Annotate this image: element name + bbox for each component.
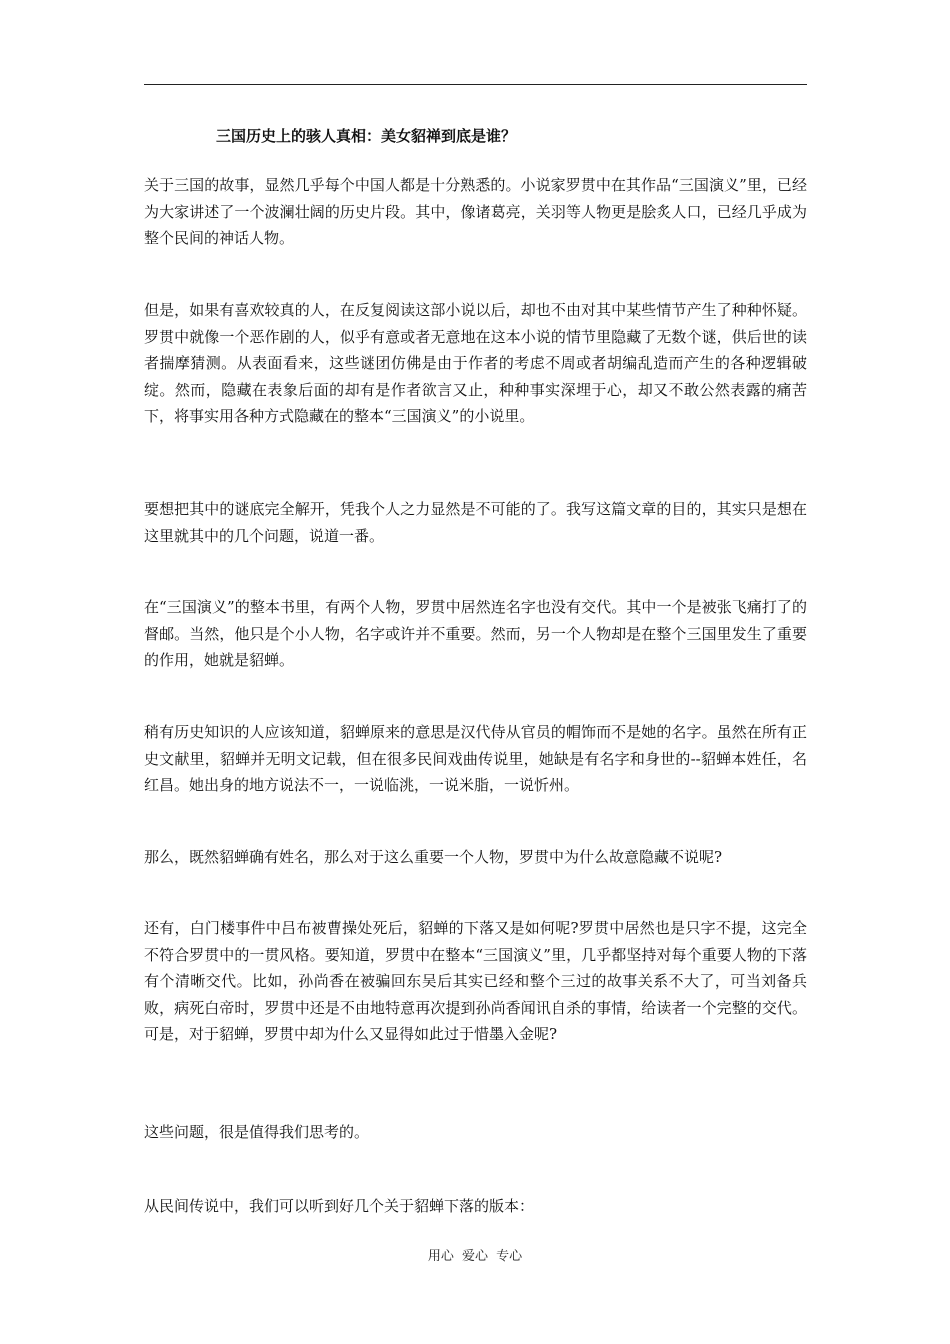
paragraph-6: 那么，既然貂蝉确有姓名，那么对于这么重要一个人物，罗贯中为什么故意隐藏不说呢? <box>144 848 723 866</box>
paragraph-5: 稍有历史知识的人应该知道，貂蝉原来的意思是汉代侍从官员的帽饰而不是她的名字。虽然在所有正史文献里，貂蝉并无明文记载，但在很多民间戏曲传说里，她缺是有名字和身世的--貂蝉本姓任，名红昌。她出身的地方说法不一，一说临洮，一说米脂，一说忻州。 <box>144 723 807 794</box>
paragraph-9: 从民间传说中，我们可以听到好几个关于貂蝉下落的版本： <box>144 1197 535 1215</box>
page-footer: 用心 爱心 专心 <box>427 1249 523 1264</box>
paragraph-2: 但是，如果有喜欢较真的人，在反复阅读这部小说以后，却也不由对其中某些情节产生了种种怀疑。罗贯中就像一个恶作剧的人，似乎有意或者无意地在这本小说的情节里隐藏了无数个谜，供后世的读者揣摩猜测。从表面看来，这些谜团仿佛是由于作者的考虑不周或者胡编乱造而产生的各种逻辑破绽。然而，隐藏在表象后面的却有是作者欲言又止，种种事实深埋于心，却又不敢公然表露的痛苦下，将事实用各种方式隐藏在的整本“三国演义”的小说里。 <box>144 301 807 425</box>
paragraph-3: 要想把其中的谜底完全解开，凭我个人之力显然是不可能的了。我写这篇文章的目的，其实只是想在这里就其中的几个问题，说道一番。 <box>144 500 807 545</box>
paragraph-1: 关于三国的故事，显然几乎每个中国人都是十分熟悉的。小说家罗贯中在其作品“三国演义”里，已经为大家讲述了一个波澜壮阔的历史片段。其中，像诸葛亮，关羽等人物更是脍炙人口，已经几乎成为整个民间的神话人物。 <box>144 176 807 247</box>
paragraph-7: 还有，白门楼事件中吕布被曹操处死后，貂蝉的下落又是如何呢?罗贯中居然也是只字不提，这完全不符合罗贯中的一贯风格。要知道，罗贯中在整本“三国演义”里，几乎都坚持对每个重要人物的下落有个清晰交代。比如，孙尚香在被骗回东吴后其实已经和整个三过的故事关系不大了，可当刘备兵败，病死白帝时，罗贯中还是不由地特意再次提到孙尚香闻讯自杀的事情，给读者一个完整的交代。可是，对于貂蝉，罗贯中却为什么又显得如此过于惜墨入金呢? <box>144 919 807 1043</box>
paragraph-8: 这些问题，很是值得我们思考的。 <box>144 1123 370 1141</box>
article-title: 三国历史上的骇人真相：美女貂禅到底是谁？ <box>216 127 517 145</box>
paragraph-4: 在“三国演义”的整本书里，有两个人物，罗贯中居然连名字也没有交代。其中一个是被张飞痛打了的督邮。当然，他只是个小人物，名字或许并不重要。然而，另一个人物却是在整个三国里发生了重要的作用，她就是貂蝉。 <box>144 598 807 669</box>
header-rule <box>144 84 807 85</box>
